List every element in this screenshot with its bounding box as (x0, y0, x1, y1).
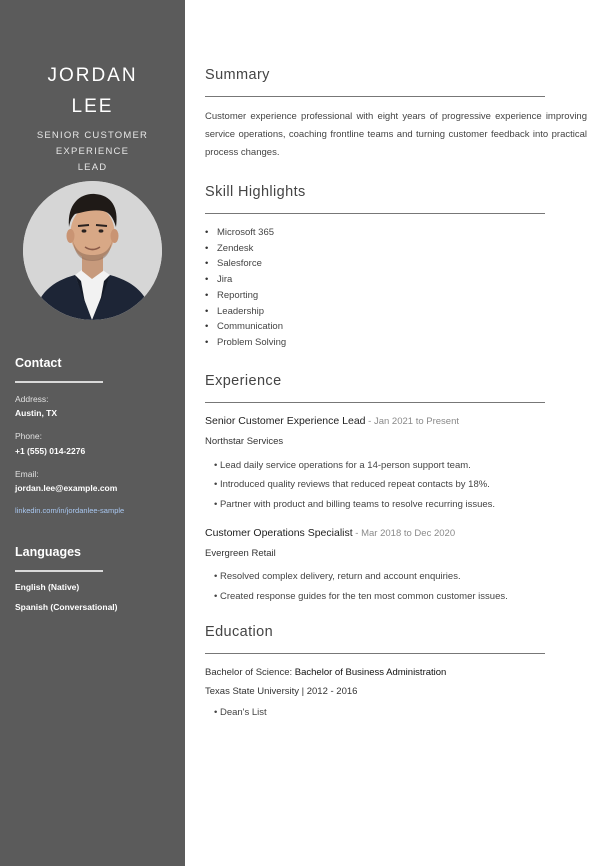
job-entry-title (205, 527, 455, 539)
degree-value: Bachelor of Business Administration (294, 667, 447, 678)
skill-item: • Communication (205, 319, 286, 335)
experience-divider (205, 402, 545, 403)
education-divider (205, 653, 545, 654)
address-label: Address: (15, 394, 49, 404)
summary-divider (205, 96, 545, 97)
skill-item: • Salesforce (205, 256, 286, 272)
skills-divider (205, 213, 545, 214)
job-dates: - Jan 2021 to Present (365, 416, 459, 427)
contact-heading: Contact (15, 356, 62, 370)
degree-line (205, 667, 446, 678)
school-line: Texas State University | 2012 - 2016 (205, 686, 358, 697)
skill-item: • Jira (205, 272, 286, 288)
skill-item: • Problem Solving (205, 335, 286, 351)
address-value: Austin, TX (15, 408, 58, 418)
summary-heading: Summary (205, 67, 270, 83)
contact-divider (15, 381, 103, 383)
skill-item: • Leadership (205, 304, 286, 320)
language-item: English (Native) (15, 582, 80, 592)
job-dates: - Mar 2018 to Dec 2020 (352, 528, 456, 539)
job-bullet: • Created response guides for the ten most common customer issues. (214, 591, 508, 602)
languages-heading: Languages (15, 545, 81, 559)
sidebar (0, 0, 185, 866)
job-bullet: • Introduced quality reviews that reduced repeat contacts by 18%. (214, 479, 490, 490)
job-title (0, 128, 185, 176)
first-name: JORDAN (47, 65, 138, 86)
phone-label: Phone: (15, 431, 42, 441)
skills-heading: Skill Highlights (205, 184, 306, 200)
email-value[interactable]: jordan.lee@example.com (15, 483, 118, 493)
degree-label: Bachelor of Science: (205, 667, 295, 678)
job-entry-title (205, 415, 459, 427)
languages-divider (15, 570, 103, 572)
experience-heading: Experience (205, 373, 282, 389)
skills-list (205, 225, 286, 351)
skill-item: • Reporting (205, 288, 286, 304)
education-heading: Education (205, 624, 274, 640)
job-position: Senior Customer Experience Lead (205, 415, 366, 427)
job-bullet: • Partner with product and billing teams to resolve recurring issues. (214, 499, 496, 510)
profile-photo (23, 181, 162, 320)
candidate-name (0, 60, 185, 122)
phone-value: +1 (555) 014-2276 (15, 446, 86, 456)
portrait-illustration (23, 181, 162, 320)
job-company: Northstar Services (205, 436, 284, 447)
skill-item: • Microsoft 365 (205, 225, 286, 241)
job-title-line-1: SENIOR CUSTOMER EXPERIENCE (36, 130, 149, 157)
summary-text: Customer experience professional with eight years of progressive experience improving service operations, coaching frontline teams and turning customer feedback into practical process changes. (205, 111, 587, 158)
job-company: Evergreen Retail (205, 548, 276, 559)
job-position: Customer Operations Specialist (205, 527, 353, 539)
job-title-line-2: LEAD (77, 162, 108, 173)
email-label: Email: (15, 469, 39, 479)
language-item: Spanish (Conversational) (15, 602, 118, 612)
job-bullet: • Resolved complex delivery, return and account enquiries. (214, 571, 461, 582)
education-bullet: • Dean's List (214, 707, 267, 718)
linkedin-link[interactable]: linkedin.com/in/jordanlee-sample (15, 506, 125, 515)
job-bullet: • Lead daily service operations for a 14-person support team. (214, 460, 471, 471)
skill-item: • Zendesk (205, 241, 286, 257)
last-name: LEE (71, 96, 114, 117)
